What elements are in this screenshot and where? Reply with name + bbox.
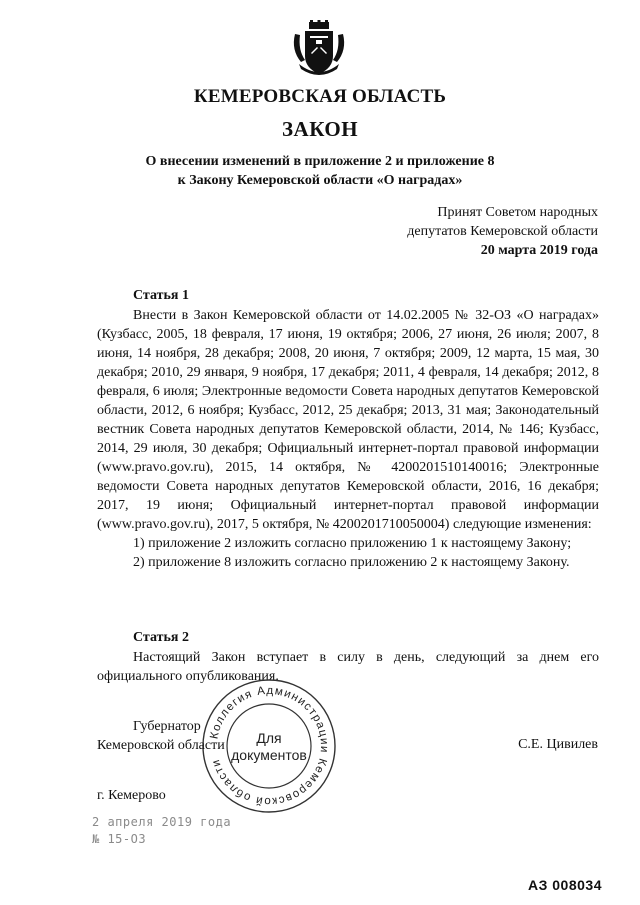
registration-date: 2 апреля 2019 года [92, 815, 232, 829]
signatory-name: С.Е. Цивилев [518, 737, 598, 752]
registration-number: № 15-ОЗ [92, 832, 147, 846]
adoption-line-2: депутатов Кемеровской области [407, 224, 598, 239]
law-subject-line-2: к Закону Кемеровской области «О наградах» [177, 173, 463, 188]
stamp-center-line-2: документов [231, 747, 307, 763]
article-2-paragraph: Настоящий Закон вступает в силу в день, следующий за днем его официального опубликования. [97, 650, 599, 684]
article-1-item-1: 1) приложение 2 изложить согласно приложению 1 к настоящему Закону; [133, 536, 572, 551]
article-1-paragraph: Внести в Закон Кемеровской области от 14.02.2005 № 32-ОЗ «О наградах» (Кузбасс, 2005, 18 февраля, 17 июня, 19 октября; 2006, 27 июня, 26 июля; 2007, 8 июня, 14 ноября, 28 декабря; 2008, 20 июня, 7 октября; 2009, 12 марта, 15 мая, 30 декабря; 2010, 29 января, 9 ноября, 17 декабря; 2011, 4 февраля, 14 декабря; 2012, 8 февраля, 6 июля; Электронные ведомости Совета народных депутатов Кемеровской области, 2012, 6 ноября; Кузбасс, 2012, 25 декабря; 2013, 31 мая; Законодательный вестник Совета народных депутатов Кемеровской области, 2014, № 146; Кузбасс, 2014, 29 июля, 30 декабря; Официальный интернет-портал правовой информации (www.pravo.gov.ru), 2015, 14 октября, № 4200201510140016; Электронные ведомости Совета народных депутатов Кемеровской области, 2016, 16 декабря; 2017, 19 июня; Официальный интернет-портал правовой информации (www.pravo.gov.ru), 2017, 5 октября, № 4200201710050004) следующие изменения: [97, 308, 599, 532]
law-subject [120, 152, 520, 190]
stamp-ring-text: Коллегия Администрации Кемеровской области [208, 684, 331, 808]
adoption-line-1: Принят Советом народных [437, 205, 598, 220]
registration-stamp [92, 814, 231, 848]
stamp-center-line-1: Для [256, 730, 282, 746]
signatory-title-line-2: Кемеровской области [97, 738, 225, 753]
article-2-title: Статья 2 [133, 630, 189, 645]
adoption-note [407, 203, 598, 260]
document-type-title: ЗАКОН [281, 117, 359, 141]
article-1-title: Статья 1 [133, 288, 189, 303]
adoption-date: 20 марта 2019 года [480, 243, 598, 258]
article-2-body [97, 648, 599, 686]
form-serial-number: АЗ 008034 [528, 877, 602, 893]
article-1-body [97, 306, 599, 572]
signatory-title-line-1: Губернатор [133, 719, 201, 734]
law-subject-line-1: О внесении изменений в приложение 2 и приложение 8 [145, 154, 495, 169]
coat-of-arms-emblem [291, 20, 347, 78]
city: г. Кемерово [97, 788, 166, 803]
signatory-title [97, 717, 225, 755]
article-1-item-2: 2) приложение 8 изложить согласно приложению 2 к настоящему Закону. [133, 555, 570, 570]
region-title: КЕМЕРОВСКАЯ ОБЛАСТЬ [193, 86, 447, 107]
